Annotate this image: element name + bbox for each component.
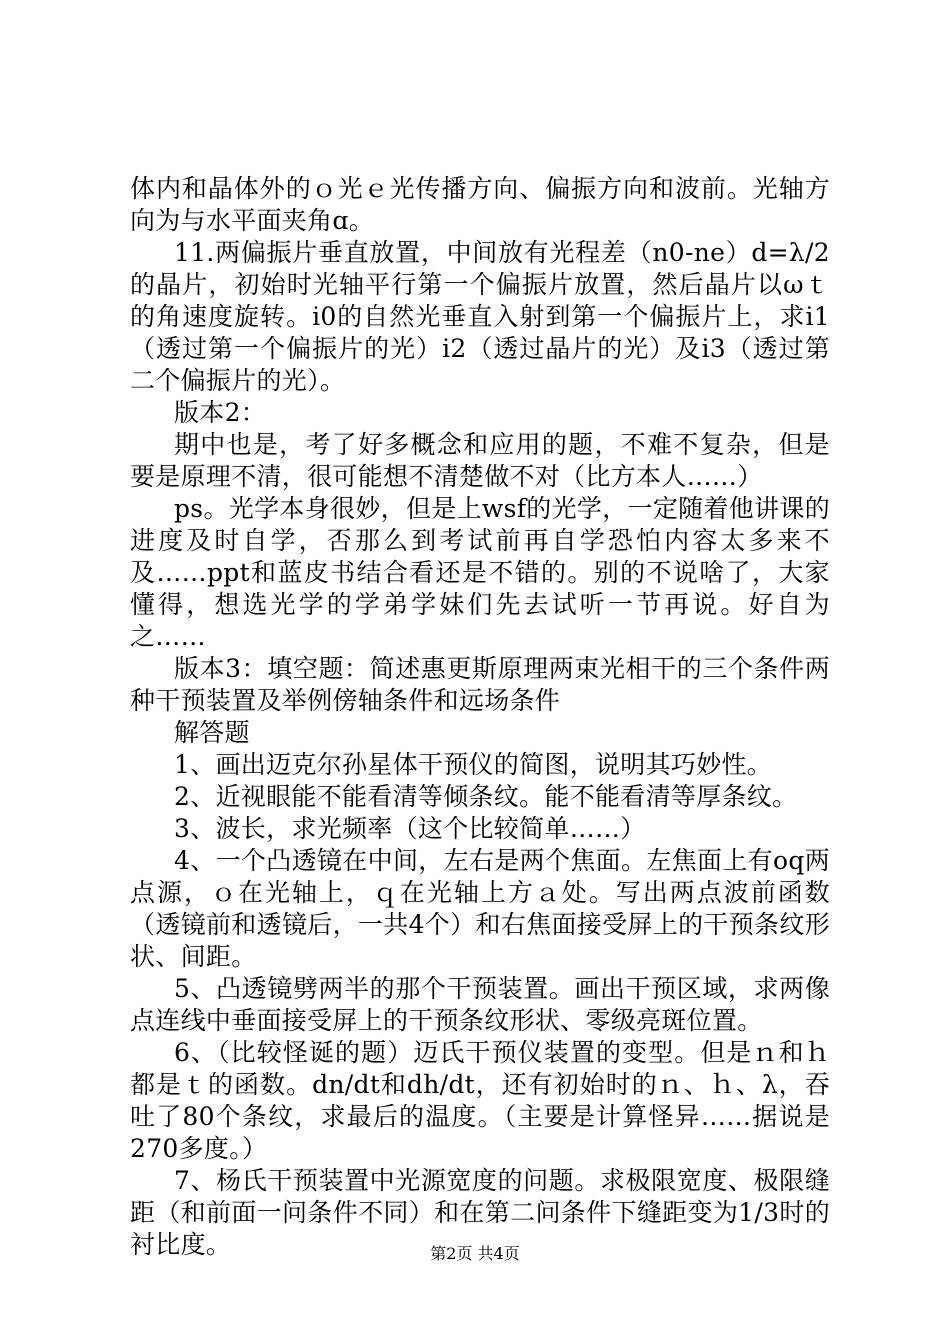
paragraph-2: 11.两偏振片垂直放置，中间放有光程差（n0-ne）d=λ/2的晶片，初始时光轴平行第一个偏振片放置，然后晶片以ωｔ的角速度旋转。i0的自然光垂直入射到第一个偏振片上，求i1（透过第一个偏振片的光）i2（透过晶片的光）及i3（透过第二个偏振片的光）。 [130,238,830,395]
paragraph-12: 5、凸透镜劈两半的那个干预装置。画出干预区域，求两像点连线中垂面接受屏上的干预条纹形状、零级亮斑位置。 [130,974,830,1035]
page-footer [0,1243,950,1265]
paragraph-3: 版本2： [174,398,267,427]
page-number-label: 第2页 共4页 [430,1244,520,1263]
paragraph-7: 解答题 [174,718,250,747]
paragraph-8: 1、画出迈克尔孙星体干预仪的简图，说明其巧妙性。 [174,750,773,779]
document-body [130,173,830,1261]
paragraph-14: 7、杨氏干预装置中光源宽度的问题。求极限宽度、极限缝距（和前面一问条件不同）和在第二问条件下缝距变为1/3时的衬比度。 [130,1166,830,1259]
paragraph-1: 体内和晶体外的ｏ光ｅ光传播方向、偏振方向和波前。光轴方向为与水平面夹角ɑ。 [130,174,830,235]
paragraph-5: ps。光学本身很妙，但是上wsf的光学，一定随着他讲课的进度及时自学，否那么到考试前再自学恐怕内容太多来不及……ppt和蓝皮书结合看还是不错的。别的不说啥了，大家懂得，想选光学的学弟学妹们先去试听一节再说。好自为之…… [130,494,830,651]
paragraph-10: 3、波长，求光频率（这个比较简单……） [174,814,646,843]
paragraph-9: 2、近视眼能不能看清等倾条纹。能不能看清等厚条纹。 [174,782,798,811]
paragraph-4: 期中也是，考了好多概念和应用的题，不难不复杂，但是要是原理不清，很可能想不清楚做不对（比方本人……） [130,430,830,491]
paragraph-6: 版本3：填空题：简述惠更斯原理两束光相干的三个条件两种干预装置及举例傍轴条件和远场条件 [130,654,830,715]
paragraph-13: 6、（比较怪诞的题）迈氏干预仪装置的变型。但是ｎ和ｈ都是ｔ的函数。dn/dt和dh/dt，还有初始时的ｎ、ｈ、λ，吞吐了80个条纹，求最后的温度。（主要是计算怪异……据说是270多度。） [130,1038,830,1163]
paragraph-11: 4、一个凸透镜在中间，左右是两个焦面。左焦面上有oq两点源，ｏ在光轴上，ｑ在光轴上方ａ处。写出两点波前函数（透镜前和透镜后，一共4个）和右焦面接受屏上的干预条纹形状、间距。 [130,846,830,971]
